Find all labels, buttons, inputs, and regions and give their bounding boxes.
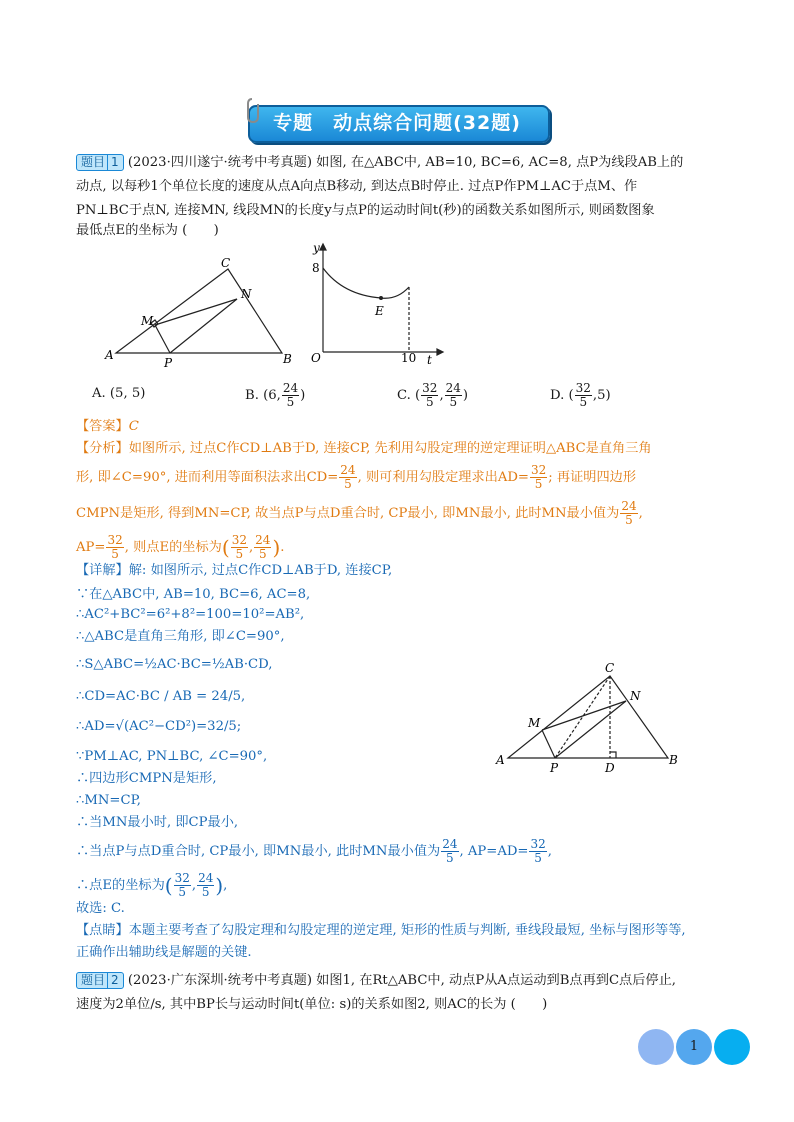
q1-tag: 题目 1	[76, 154, 124, 171]
analysis-line-4: AP= $\frac{32}{5}$ , 则点E的坐标为( $\frac{32}{5}$ , $\frac{24}{5}$ ).	[76, 533, 285, 561]
q2-tag: 题目 2	[76, 972, 124, 989]
label-c: C	[221, 256, 231, 270]
svg-text:y: y	[313, 241, 320, 255]
label-p: P	[164, 356, 173, 370]
remark-line-1: 【点睛】本题主要考查了勾股定理和勾股定理的逆定理, 矩形的性质与判断, 垂线段最短, 坐标与图形等等,	[76, 923, 686, 938]
detail-line-9: ∴四边形CMPN是矩形,	[76, 771, 217, 786]
svg-text:10: 10	[401, 351, 417, 365]
detail-line-14: 故选: C.	[76, 901, 125, 916]
detail-line-12: ∴当点P与点D重合时, CP最小, 即MN最小, 此时MN最小值为 $\frac{24}{5}$ , AP=AD= $\frac{32}{5}$ ,	[76, 837, 552, 865]
option-d: D. ( $\frac{32}{5}$ ,5)	[550, 381, 611, 409]
q1-line-4: 最低点E的坐标为 ( )	[76, 223, 219, 238]
detail-line-6: ∴CD=AC·BC / AB = 24/5,	[76, 689, 246, 704]
function-graph	[305, 240, 445, 365]
analysis-line-3: CMPN是矩形, 得到MN=CP, 故当点P与点D重合时, CP最小, 即MN最小, 此时MN最小值为 $\frac{24}{5}$ ,	[76, 499, 643, 527]
detail-line-7: ∴AD=√(AC²−CD²)=32/5;	[76, 719, 242, 734]
detail-line-13: ∴点E的坐标为( $\frac{32}{5}$ , $\frac{24}{5}$ ),	[76, 871, 228, 899]
svg-text:N: N	[630, 689, 641, 703]
q2-line-2: 速度为2单位/s, 其中BP长与运动时间t(单位: s)的关系如图2, 则AC的长为 ( )	[76, 997, 548, 1012]
answer-line: 【答案】C	[76, 419, 139, 434]
detail-line-2: ∵在△ABC中, AB=10, BC=6, AC=8,	[76, 587, 311, 602]
label-a: A	[105, 348, 114, 362]
q1-line-1: 题目 1 (2023·四川遂宁·统考中考真题) 如图, 在△ABC中, AB=10, BC=6, AC=8, 点P为线段AB上的	[76, 154, 683, 172]
label-n: N	[241, 287, 252, 301]
svg-text:D: D	[605, 761, 615, 775]
remark-line-2: 正确作出辅助线是解题的关键.	[76, 945, 252, 960]
detail-line-5: ∴S△ABC=½AC·BC=½AB·CD,	[76, 657, 273, 672]
label-m: M	[141, 314, 154, 328]
svg-text:A: A	[496, 753, 505, 767]
triangle-figure-1	[100, 255, 300, 375]
svg-text:E: E	[375, 304, 384, 318]
svg-text:P: P	[550, 761, 559, 775]
svg-text:C: C	[605, 661, 615, 675]
page-dot-right	[714, 1029, 750, 1065]
q2-line-1: 题目 2 (2023·广东深圳·统考中考真题) 如图1, 在Rt△ABC中, 动点P从A点运动到B点再到C点后停止,	[76, 972, 676, 990]
svg-text:M: M	[528, 716, 541, 730]
svg-text:8: 8	[312, 261, 320, 275]
svg-text:t: t	[427, 353, 432, 365]
svg-text:B: B	[669, 753, 678, 767]
option-c: C. ( $\frac{32}{5}$ , $\frac{24}{5}$ )	[397, 381, 469, 409]
analysis-line-2: 形, 即∠C=90°, 进而利用等面积法求出CD= $\frac{24}{5}$ , 则可利用勾股定理求出AD= $\frac{32}{5}$ ; 再证明四边形	[76, 463, 637, 491]
triangle-figure-2	[492, 660, 692, 775]
detail-line-4: ∴△ABC是直角三角形, 即∠C=90°,	[76, 629, 285, 644]
detail-line-11: ∴当MN最小时, 即CP最小,	[76, 815, 239, 830]
page-number: 1	[676, 1029, 712, 1065]
page-title: 专题 动点综合问题(32题)	[273, 112, 521, 134]
detail-line-10: ∴MN=CP,	[76, 793, 141, 808]
paperclip-icon	[244, 95, 266, 125]
q1-line-2: 动点, 以每秒1个单位长度的速度从点A向点B移动, 到达点B时停止. 过点P作PM⊥AC于点M、作	[76, 179, 638, 194]
title-banner	[248, 105, 546, 141]
page-dot-left	[638, 1029, 674, 1065]
curve	[323, 268, 409, 298]
detail-line-3: ∴AC²+BC²=6²+8²=100=10²=AB²,	[76, 607, 305, 622]
detail-line-8: ∵PM⊥AC, PN⊥BC, ∠C=90°,	[76, 749, 268, 764]
label-b: B	[283, 352, 292, 366]
detail-line-1: 【详解】解: 如图所示, 过点C作CD⊥AB于D, 连接CP,	[76, 563, 393, 578]
option-b: B. (6, $\frac{24}{5}$ )	[245, 381, 306, 409]
option-a: A. (5, 5)	[92, 386, 146, 401]
analysis-line-1: 【分析】如图所示, 过点C作CD⊥AB于D, 连接CP, 先利用勾股定理的逆定理证明△ABC是直角三角	[76, 441, 652, 456]
q1-line-3: PN⊥BC于点N, 连接MN, 线段MN的长度y与点P的运动时间t(秒)的函数关系如图所示, 则函数图象	[76, 203, 655, 218]
svg-text:O: O	[311, 351, 321, 365]
